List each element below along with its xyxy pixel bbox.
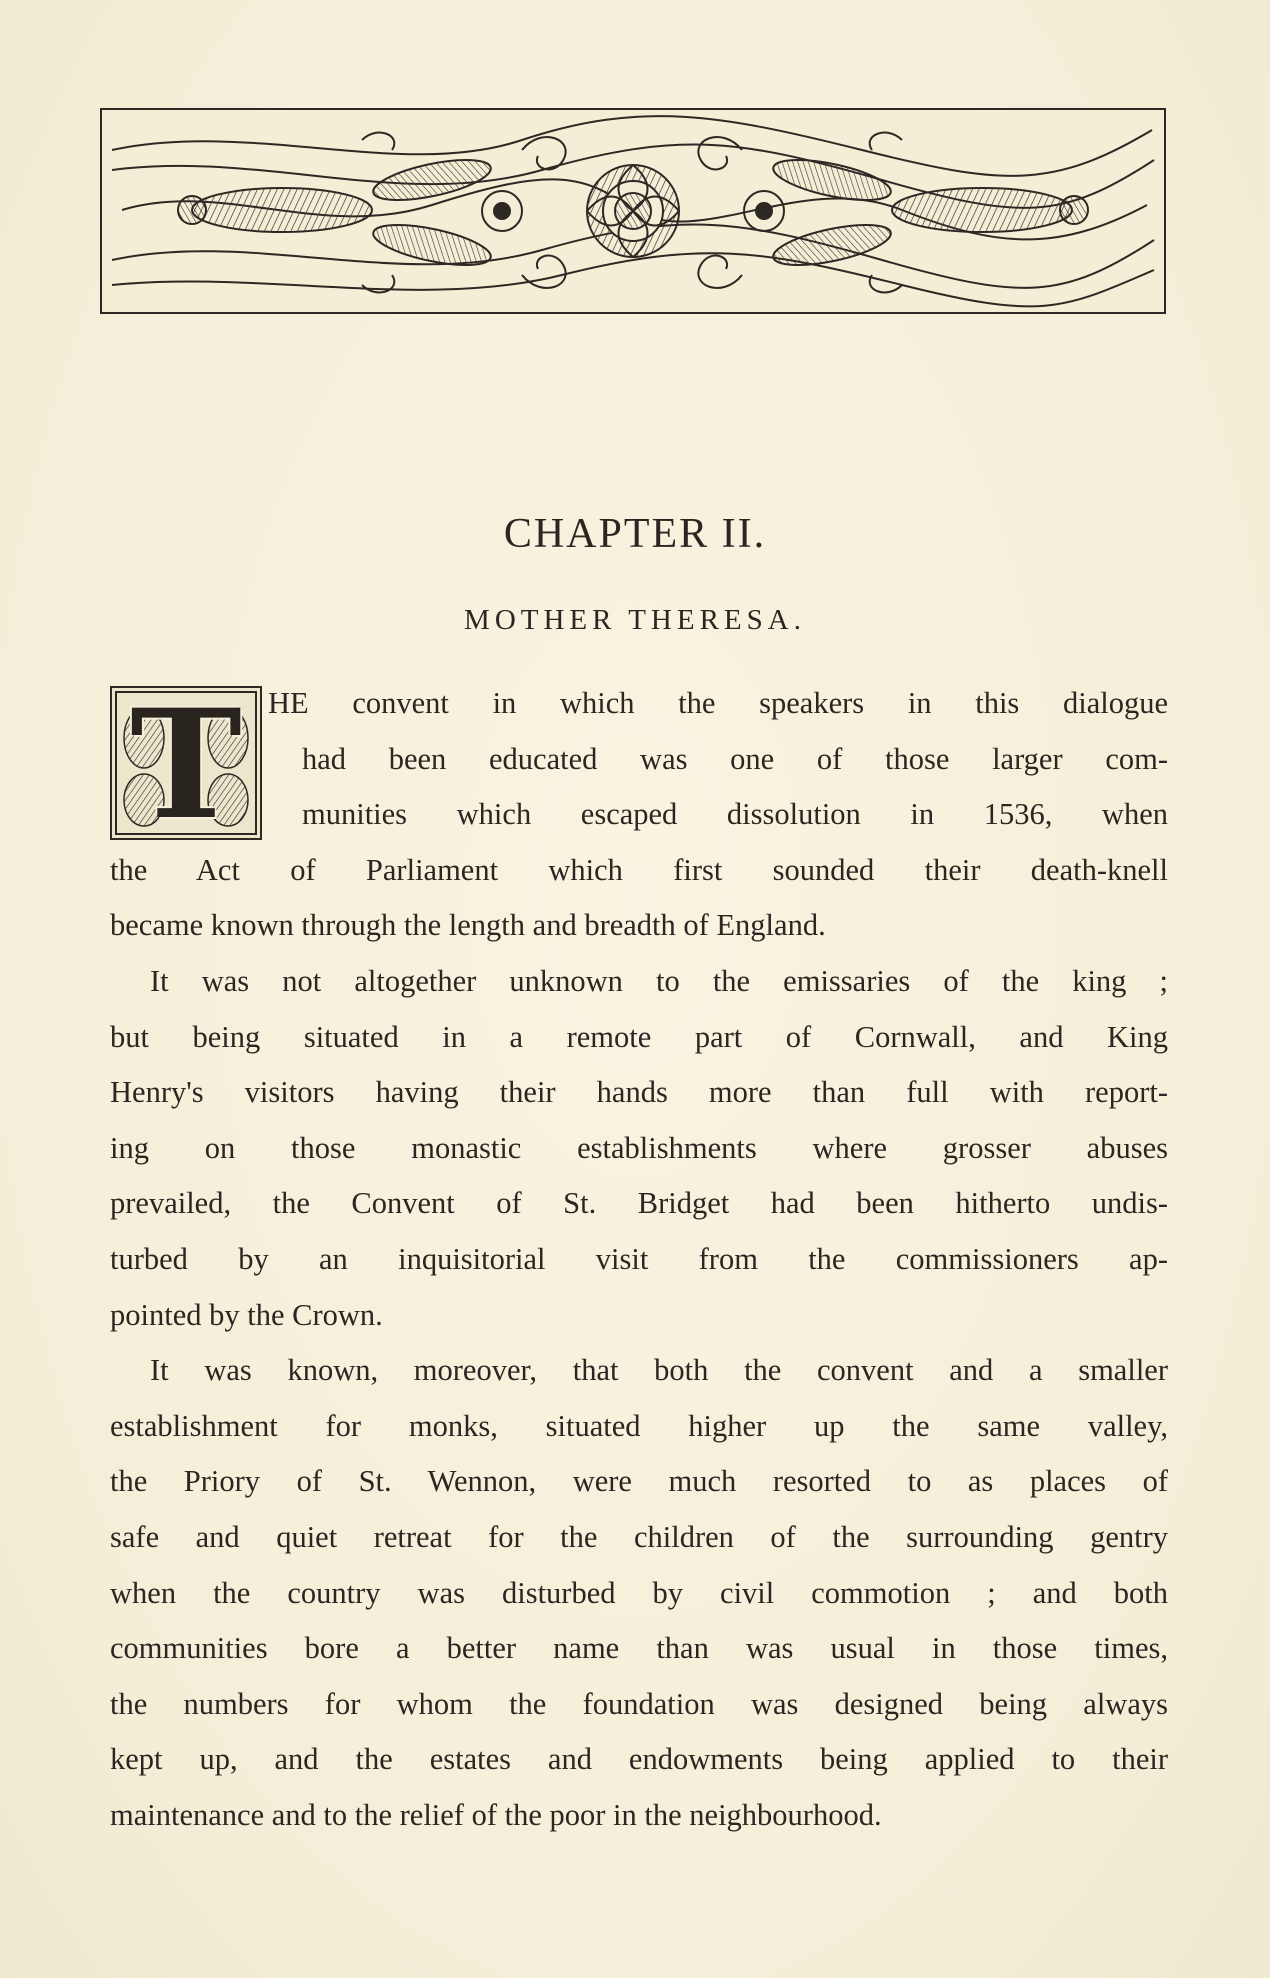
paragraph-1-opening — [110, 676, 1168, 843]
text-line: kept up, and the estates and endowments being applied to their — [110, 1742, 1168, 1777]
floral-initial-icon — [110, 686, 262, 840]
body-text — [110, 676, 1168, 1843]
text-line: when the country was disturbed by civil commotion ; and both — [110, 1575, 1168, 1610]
text-line: the Priory of St. Wennon, were much resorted to as places of — [110, 1464, 1168, 1499]
text-line: but being situated in a remote part of Cornwall, and King — [110, 1019, 1168, 1054]
text-line: maintenance and to the relief of the poor in the neighbourhood. — [110, 1797, 882, 1832]
text-line: became known through the length and breadth of England. — [110, 908, 826, 943]
text-line: munities which escaped dissolution in 1536, when — [302, 797, 1168, 832]
text-line: turbed by an inquisitorial visit from the commissioners ap- — [110, 1241, 1168, 1276]
text-line: It was known, moreover, that both the convent and a smaller — [150, 1353, 1168, 1388]
text-line: HE convent in which the speakers in this dialogue — [268, 686, 1168, 720]
text-line: the Act of Parliament which first sounded their death-knell — [110, 852, 1168, 887]
text-line: had been educated was one of those larger com- — [302, 741, 1168, 776]
text-line: the numbers for whom the foundation was designed being always — [110, 1686, 1168, 1721]
floral-ornament-icon — [100, 108, 1166, 314]
text-line: safe and quiet retreat for the children of the surrounding gentry — [110, 1519, 1168, 1554]
text-line: It was not altogether unknown to the emissaries of the king ; — [150, 963, 1168, 998]
dropcap-letter: T — [130, 686, 242, 840]
text-line: ing on those monastic establishments where grosser abuses — [110, 1130, 1168, 1165]
text-line: communities bore a better name than was usual in those times, — [110, 1631, 1168, 1666]
chapter-subtitle: MOTHER THERESA. — [464, 604, 806, 636]
text-line: pointed by the Crown. — [110, 1297, 383, 1332]
text-line: establishment for monks, situated higher up the same valley, — [110, 1408, 1168, 1443]
text-line: prevailed, the Convent of St. Bridget had been hitherto undis- — [110, 1186, 1168, 1221]
text-line: Henry's visitors having their hands more than full with report- — [110, 1075, 1168, 1110]
chapter-heading: CHAPTER II. — [503, 511, 767, 557]
